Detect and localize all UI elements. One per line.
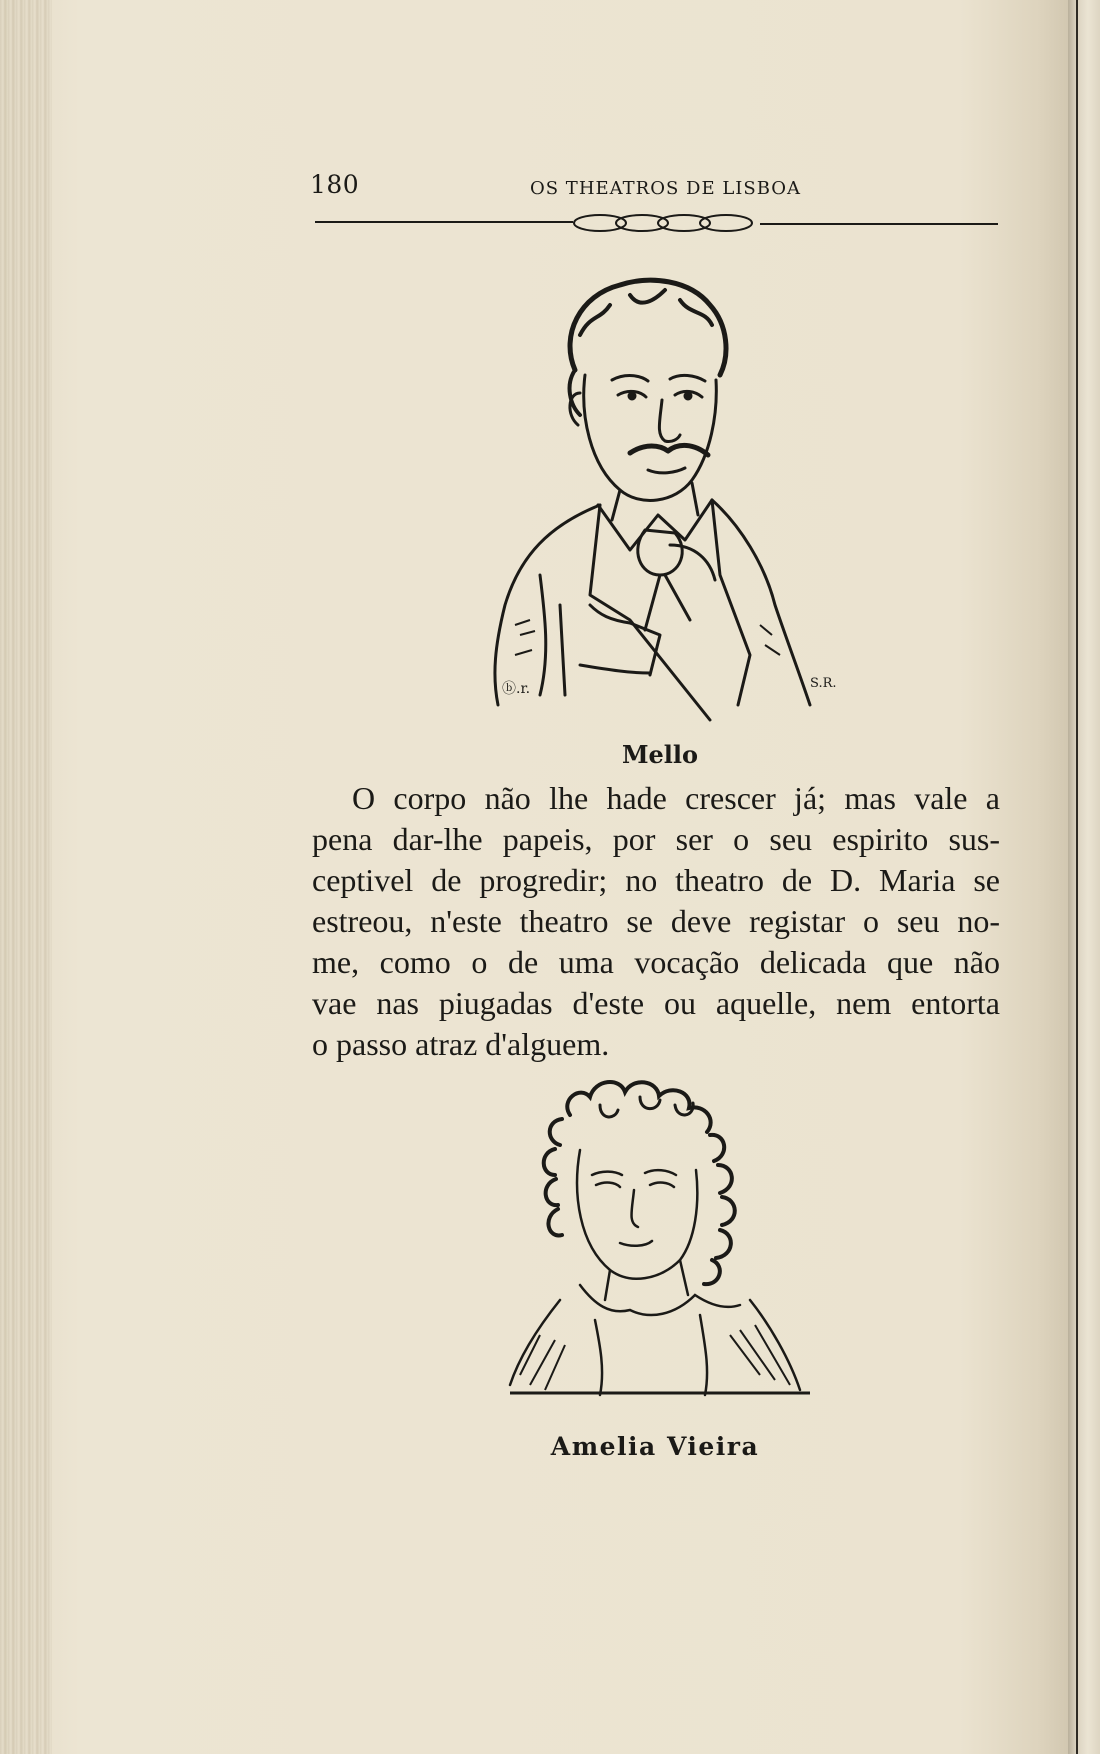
running-title: OS THEATROS DE LISBOA <box>530 178 802 199</box>
figure-caption-amelia-vieira: Amelia Vieira <box>550 1432 760 1461</box>
text-line: O corpo não lhe hade crescer já; mas vale a <box>352 780 1000 816</box>
portrait-man-drawing-icon <box>480 275 860 735</box>
page-number: 180 <box>310 170 360 199</box>
text-line: ceptivel de progredir; no theatro de D. Maria se <box>312 862 1000 898</box>
text-line: vae nas piugadas d'este ou aquelle, nem entorta <box>312 985 1000 1021</box>
page-header <box>310 170 1000 206</box>
portrait-mello <box>480 275 860 735</box>
body-paragraph <box>312 778 1000 1065</box>
portrait-amelia-vieira <box>500 1075 820 1415</box>
svg-text:ⓑ.r.: ⓑ.r. <box>502 681 531 697</box>
text-line: estreou, n'este theatro se deve registar o seu no- <box>312 903 1000 939</box>
text-line: me, como o de uma vocação delicada que não <box>312 944 1000 980</box>
figure-caption-mello: Mello <box>621 740 699 769</box>
page-stack-edge-left <box>0 0 52 1754</box>
page-gutter-right <box>1068 0 1100 1754</box>
spine-line <box>1076 0 1078 1754</box>
text-line: o passo atraz d'alguem. <box>312 1026 610 1062</box>
portrait-woman-drawing-icon <box>500 1075 820 1415</box>
svg-text:S.R.: S.R. <box>810 676 837 691</box>
header-ornamental-rule <box>315 210 998 240</box>
text-line: pena dar-lhe papeis, por ser o seu espirito sus- <box>312 821 1000 857</box>
